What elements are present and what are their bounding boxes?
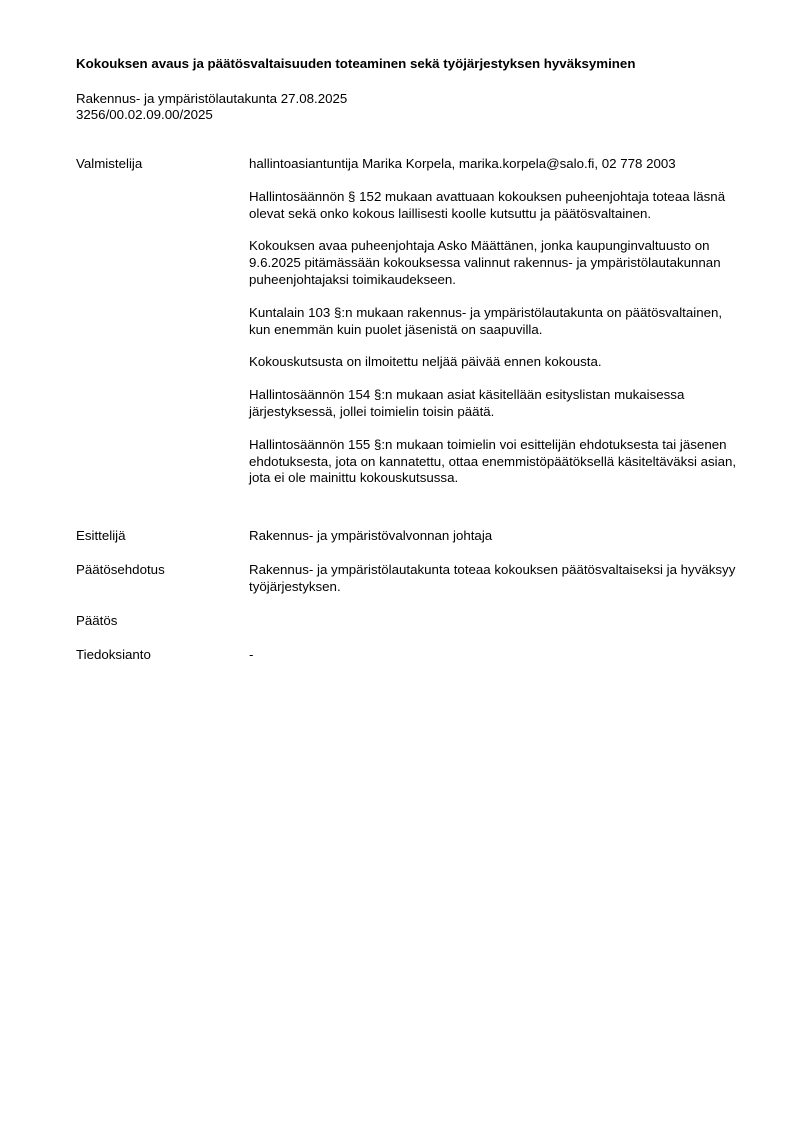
preparer-paragraph: Kuntalain 103 §:n mukaan rakennus- ja ympäristölautakunta on päätösvaltainen, kun enemmän kuin puolet jäsenistä on saapuvilla. bbox=[249, 304, 723, 337]
notification-label: Tiedoksianto bbox=[76, 647, 151, 662]
presenter-label: Esittelijä bbox=[76, 528, 126, 543]
proposal-value: Rakennus- ja ympäristölautakunta toteaa kokouksen päätösvaltaiseksi ja hyväksyy työjärjestyksen. bbox=[249, 562, 736, 594]
preparer-paragraph: Kokouksen avaa puheenjohtaja Asko Määttänen, jonka kaupunginvaltuusto on 9.6.2025 pitämässään kokouksessa valinnut rakennus- ja ympäristölautakunnan puheenjohtajaksi toimikaudekseen. bbox=[249, 238, 721, 287]
notification-value: - bbox=[249, 647, 254, 662]
presenter-value: Rakennus- ja ympäristövalvonnan johtaja bbox=[249, 528, 493, 543]
document-title: Kokouksen avaus ja päätösvaltaisuuden toteaminen sekä työjärjestyksen hyväksyminen bbox=[76, 56, 636, 71]
preparer-label: Valmistelija bbox=[76, 156, 143, 171]
preparer-paragraph: Hallintosäännön 154 §:n mukaan asiat käsitellään esityslistan mukaisessa järjestyksessä, jollei toimielin toisin päätä. bbox=[249, 387, 685, 419]
preparer-contact: hallintoasiantuntija Marika Korpela, marika.korpela@salo.fi, 02 778 2003 bbox=[249, 156, 676, 171]
preparer-paragraph: Hallintosäännön § 152 mukaan avattuaan kokouksen puheenjohtaja toteaa läsnä olevat sekä onko kokous laillisesti koolle kutsuttu ja päätösvaltainen. bbox=[249, 188, 726, 221]
preparer-paragraph: Kokouskutsusta on ilmoitettu neljää päivää ennen kokousta. bbox=[249, 354, 602, 370]
committee-date: Rakennus- ja ympäristölautakunta 27.08.2025 bbox=[76, 91, 348, 106]
decision-label: Päätös bbox=[76, 613, 118, 628]
document-meta bbox=[76, 91, 347, 123]
proposal-label: Päätösehdotus bbox=[76, 562, 165, 577]
preparer-paragraph: Hallintosäännön 155 §:n mukaan toimielin voi esittelijän ehdotuksesta tai jäsenen ehdotuksesta, jota on kannatettu, ottaa enemmistöpäätöksellä käsiteltäväksi asian, jota ei ole mainittu kokouskutsussa. bbox=[249, 436, 737, 486]
record-number: 3256/00.02.09.00/2025 bbox=[76, 107, 213, 122]
preparer-content bbox=[249, 156, 739, 487]
